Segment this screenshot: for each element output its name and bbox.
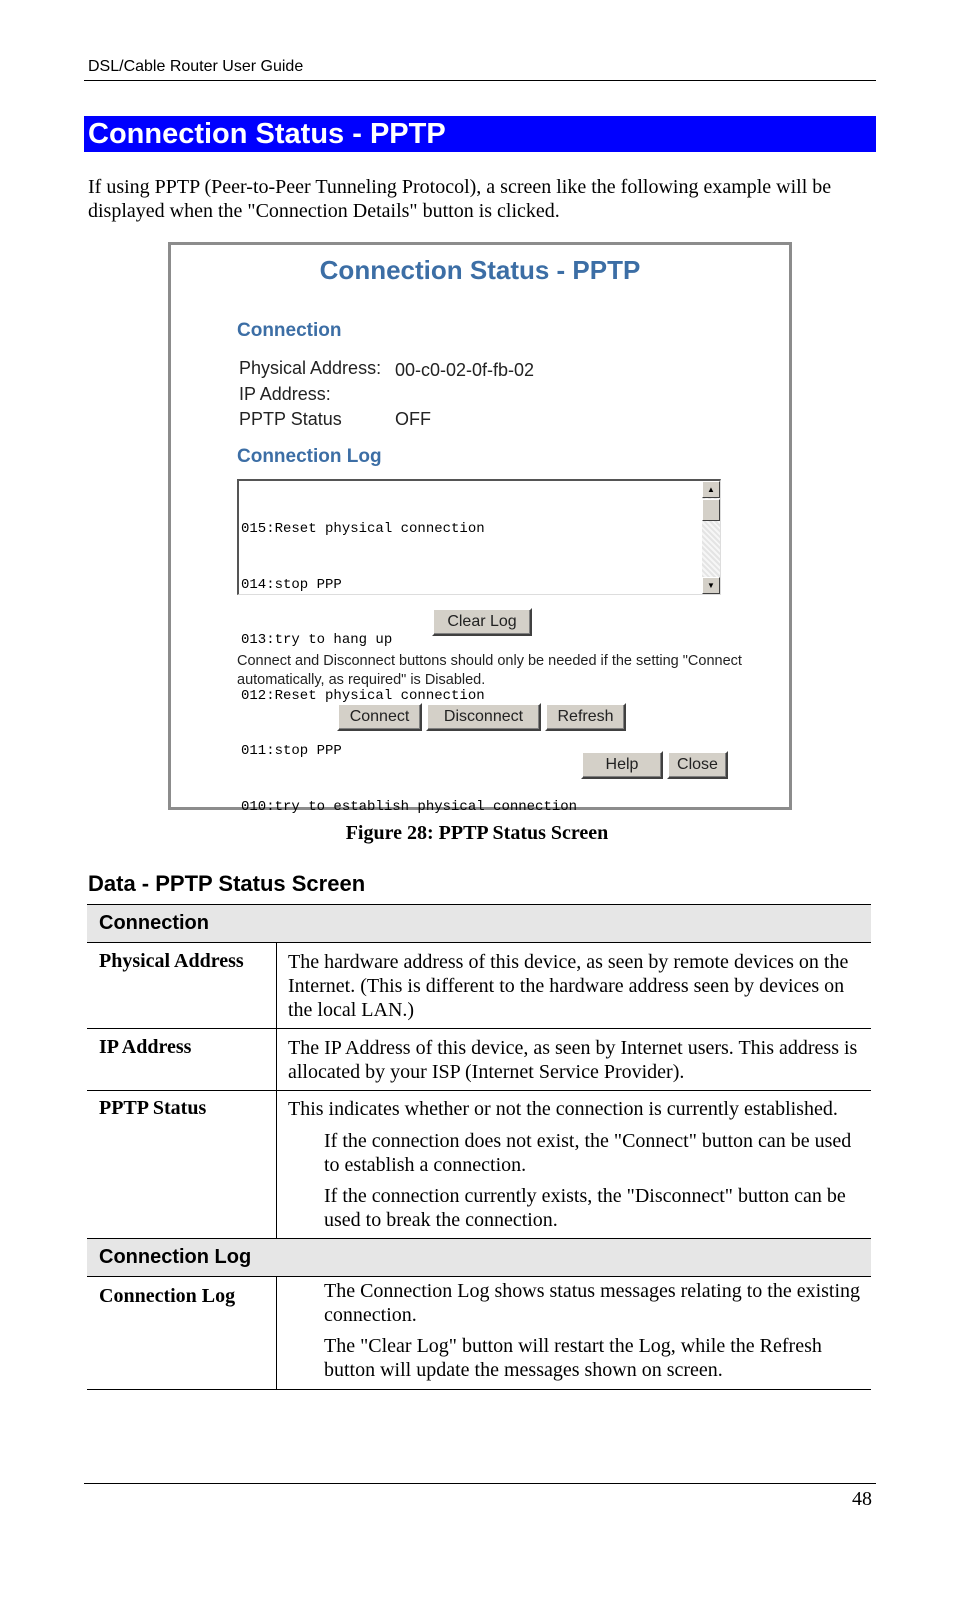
pptp-status-value: OFF bbox=[395, 409, 431, 429]
log-line: 012:Reset physical connection bbox=[241, 687, 485, 704]
ip-address-term: IP Address bbox=[99, 1036, 192, 1058]
scroll-thumb[interactable] bbox=[702, 499, 720, 521]
table-rule bbox=[87, 1276, 871, 1277]
table-rule bbox=[87, 1090, 871, 1091]
scroll-up-arrow-icon[interactable]: ▲ bbox=[702, 481, 720, 498]
pptp-status-term: PPTP Status bbox=[99, 1097, 207, 1119]
table-column-divider bbox=[276, 1277, 277, 1389]
log-line: 011:stop PPP bbox=[241, 743, 342, 759]
pptp-status-desc-disconnect: If the connection currently exists, the "Disconnect" button can be used to break the connection. bbox=[324, 1185, 846, 1231]
clear-log-desc: The "Clear Log" button will restart the Log, while the Refresh button will update the messages shown on screen. bbox=[324, 1335, 822, 1381]
running-header: DSL/Cable Router User Guide bbox=[88, 58, 304, 75]
close-button[interactable]: Close bbox=[667, 751, 728, 779]
physical-address-label: Physical Address: bbox=[239, 358, 382, 378]
pptp-status-desc-connect: If the connection does not exist, the "Connect" button can be used to establish a connection. bbox=[324, 1130, 852, 1176]
log-line: 015:Reset physical connection bbox=[241, 521, 485, 537]
footer-rule bbox=[84, 1483, 876, 1484]
pptp-status-desc: This indicates whether or not the connection is currently established. bbox=[288, 1098, 838, 1120]
data-heading: Data - PPTP Status Screen bbox=[88, 871, 366, 896]
physical-address-value: 00-c0-02-0f-fb-02 bbox=[395, 360, 535, 380]
connection-log-desc: The Connection Log shows status messages relating to the existing connection. bbox=[324, 1280, 861, 1326]
page-number: 48 bbox=[852, 1488, 872, 1510]
log-line: 013:try to hang up bbox=[241, 632, 393, 648]
section-title: Connection Status - PPTP bbox=[84, 116, 876, 152]
log-line: 010:try to establish physical connection bbox=[241, 798, 578, 815]
table-section-connection-log: Connection Log bbox=[87, 1239, 871, 1276]
ip-address-desc: The IP Address of this device, as seen by Internet users. This address is allocated by your ISP (Internet Service Provider). bbox=[288, 1037, 858, 1083]
log-line: 014:stop PPP bbox=[241, 576, 342, 593]
connect-button[interactable]: Connect bbox=[337, 703, 422, 731]
figure-caption: Figure 28: PPTP Status Screen bbox=[345, 822, 609, 844]
refresh-button[interactable]: Refresh bbox=[545, 703, 626, 731]
connection-log-term: Connection Log bbox=[99, 1285, 236, 1307]
screenshot-title: Connection Status - PPTP bbox=[319, 255, 641, 285]
disconnect-button[interactable]: Disconnect bbox=[426, 703, 541, 731]
pptp-status-screenshot bbox=[168, 242, 792, 815]
physical-address-term: Physical Address bbox=[99, 950, 244, 972]
table-bottom-rule bbox=[87, 1389, 871, 1390]
pptp-status-label: PPTP Status bbox=[239, 409, 342, 429]
ip-address-label: IP Address: bbox=[239, 384, 331, 404]
log-scrollbar[interactable] bbox=[702, 481, 720, 594]
clear-log-button[interactable]: Clear Log bbox=[432, 608, 532, 636]
connect-note: Connect and Disconnect buttons should only be needed if the setting "Connect automatically, as required" is Disabled. bbox=[237, 653, 742, 688]
help-button[interactable]: Help bbox=[581, 751, 663, 779]
scroll-down-arrow-icon[interactable]: ▼ bbox=[702, 577, 720, 594]
table-rule bbox=[87, 942, 871, 943]
header-rule bbox=[84, 80, 876, 81]
table-rule bbox=[87, 1028, 871, 1029]
intro-paragraph: If using PPTP (Peer-to-Peer Tunneling Protocol), a screen like the following example will be displayed when the "Connection Details" button is clicked. bbox=[88, 176, 832, 222]
connection-log-heading: Connection Log bbox=[237, 446, 382, 467]
table-section-connection: Connection bbox=[87, 905, 871, 942]
connection-heading: Connection bbox=[237, 320, 342, 341]
physical-address-desc: The hardware address of this device, as seen by remote devices on the Internet. (This is different to the hardware address seen by devices on the local LAN.) bbox=[288, 951, 849, 1021]
table-column-divider bbox=[276, 943, 277, 1238]
